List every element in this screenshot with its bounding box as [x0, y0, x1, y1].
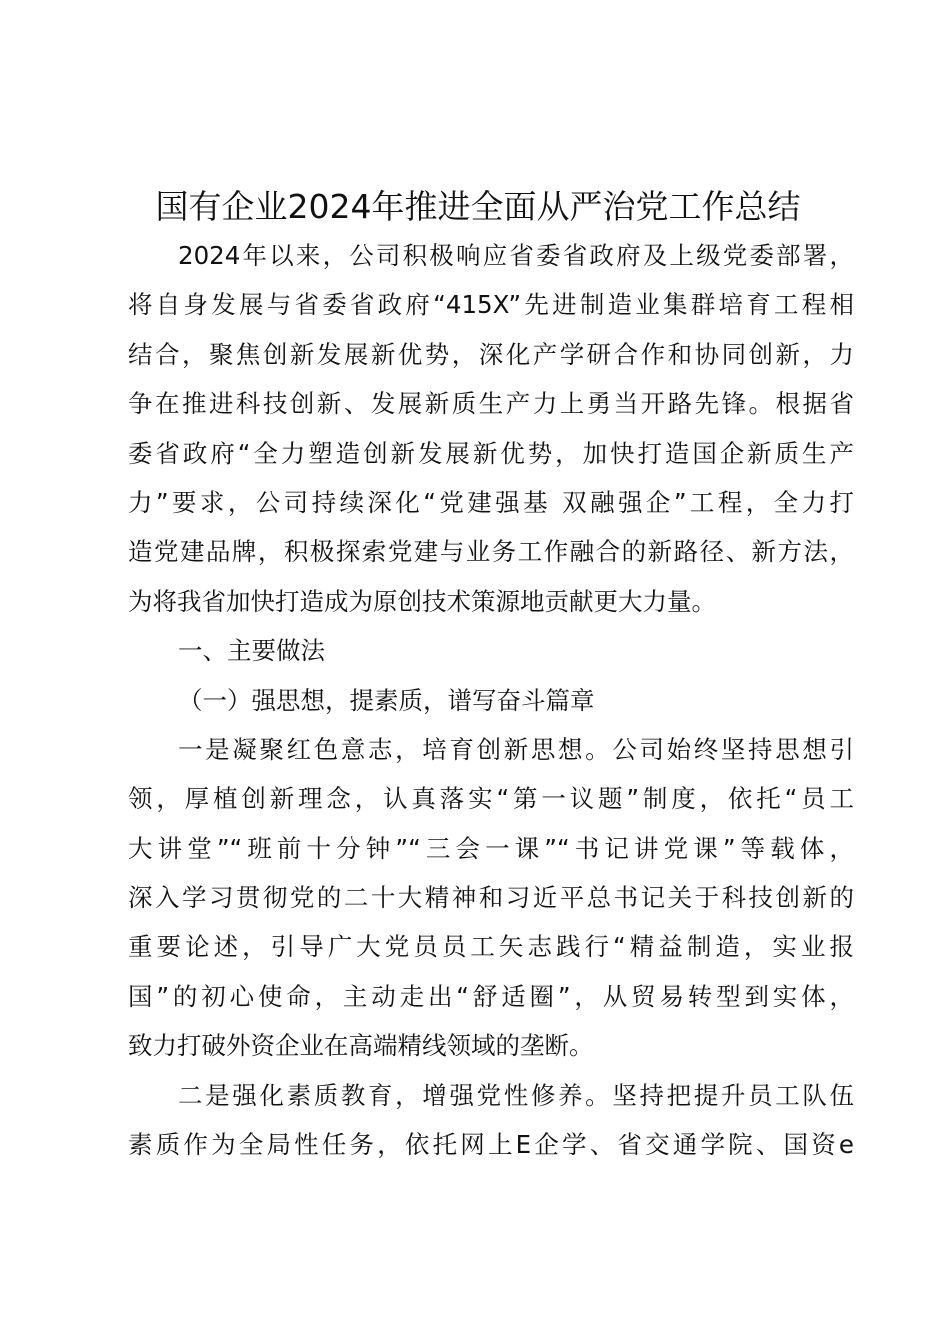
- paragraph-line: 素质作为全局性任务，依托网上E企学、省交通学院、国资e: [128, 1130, 854, 1160]
- paragraph-line: 力”要求，公司持续深化“党建强基 双融强企”工程，全力打: [128, 487, 854, 517]
- paragraph-line: 二是强化素质教育，增强党性修养。坚持把提升员工队伍: [178, 1080, 854, 1110]
- paragraph-line: 一是凝聚红色意志，培育创新思想。公司始终坚持思想引: [178, 734, 854, 764]
- paragraph-line: 致力打破外资企业在高端精线领域的垄断。: [128, 1031, 594, 1061]
- paragraph-line: 委省政府“全力塑造创新发展新优势，加快打造国企新质生产: [128, 438, 854, 468]
- paragraph-line: 将自身发展与省委省政府“415X”先进制造业集群培育工程相: [128, 290, 854, 320]
- paragraph-line: 深入学习贯彻党的二十大精神和习近平总书记关于科技创新的: [128, 883, 854, 913]
- paragraph-line: 为将我省加快打造成为原创技术策源地贡献更大力量。: [128, 586, 716, 616]
- paragraph-line: 国”的初心使命，主动走出“舒适圈”，从贸易转型到实体，: [128, 981, 854, 1011]
- paragraph-line: 争在推进科技创新、发展新质生产力上勇当开路先锋。根据省: [128, 389, 854, 419]
- paragraph-line: 结合，聚焦创新发展新优势，深化产学研合作和协同创新，力: [128, 339, 854, 369]
- paragraph-line: 重要论述，引导广大党员员工矢志践行“精益制造，实业报: [128, 932, 854, 962]
- paragraph-line: 领，厚植创新理念，认真落实“第一议题”制度，依托“员工: [128, 784, 854, 814]
- paragraph-line: 造党建品牌，积极探索党建与业务工作融合的新路径、新方法，: [128, 537, 854, 567]
- subsection-heading: （一）强思想，提素质，谱写奋斗篇章: [178, 685, 595, 715]
- document-body: [128, 231, 854, 1169]
- paragraph-line: 大讲堂”“班前十分钟”“三会一课”“书记讲党课”等载体，: [128, 833, 854, 863]
- paragraph-line: 2024年以来，公司积极响应省委省政府及上级党委部署，: [178, 241, 854, 270]
- section-heading: 一、主要做法: [178, 636, 325, 666]
- document-title: 国有企业2024年推进全面从严治党工作总结: [155, 187, 801, 226]
